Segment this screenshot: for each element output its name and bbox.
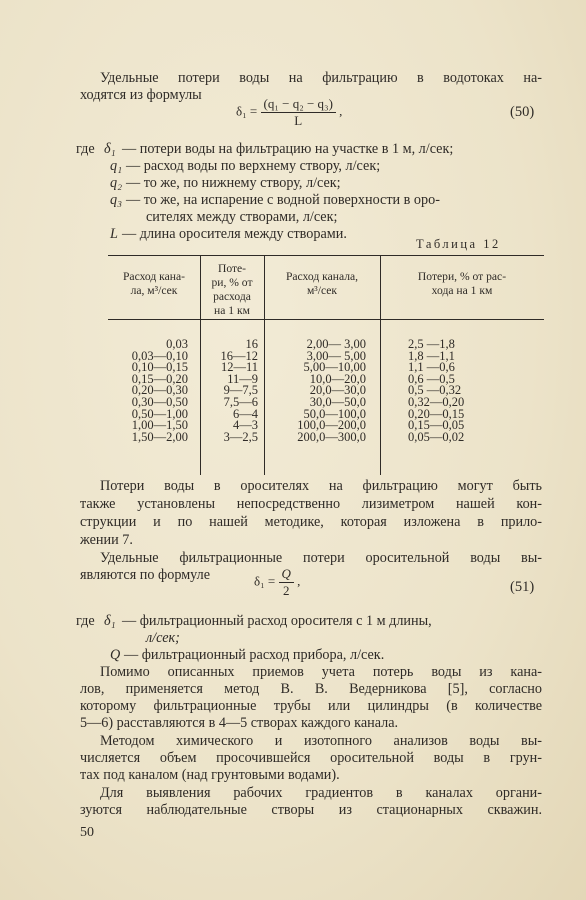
paragraph-4-line-3: которому фильтрационные трубы или цилиндры (в количестве [80,698,542,714]
table-cell: 20,0—30,0 [309,383,366,398]
table-cell: 30,0—50,0 [309,394,366,409]
where2-sym-2: Q [110,647,121,663]
paragraph-1-line-2: ходятся из формулы [80,87,202,103]
table-cell: 50,0—100,0 [303,406,366,421]
header-line: хода на 1 км [431,284,493,297]
formula-51-fraction [279,566,294,599]
table-cell: 0,05—0,02 [408,429,465,444]
paragraph-5-line-2: числяется объем просочившейся оросительной воды в грун- [80,750,542,766]
where1-sym-0: δ₁ [104,141,116,157]
paragraph-1-line-1: Удельные потери воды на фильтрацию в водотоках на- [100,70,542,86]
table-cell: 0,6 —0,5 [408,371,455,386]
paragraph-6-line-2: зуются наблюдательные створы из стационарных скважин. [80,802,542,818]
table-cell: 10,0—20,0 [309,371,366,386]
table-cell: 0,15—0,05 [408,418,465,433]
table-cell: 0,5 —0,32 [408,383,462,398]
paragraph-2-line-4: жении 7. [80,532,133,548]
header-line: на 1 км [214,304,250,317]
header-line: Потери, % от рас- [417,270,507,283]
table-header-rule [108,319,544,320]
formula-50-lhs: δ₁ = [236,103,258,119]
where2-sym-0: δ₁ [104,613,116,629]
formula-50-numerator: (q₁ − q₂ − q₃) [261,96,336,113]
table-header-col1 [108,270,200,298]
equation-number-50: (50) [510,104,535,120]
table-cell: 0,20—0,15 [408,406,465,421]
table-cell: 2,00— 3,00 [306,337,366,351]
header-line: ри, % от [211,276,253,289]
where1-sym-3: q₃ [110,192,123,208]
header-line: Поте- [217,262,247,275]
table-header-col4 [380,270,544,298]
table-cell: 11—9 [227,371,258,386]
where1-def-4: сителях между створами, л/сек; [146,209,338,225]
table-header-col2 [200,262,264,318]
table-cell: 7,5—6 [223,394,258,409]
equation-number-51: (51) [510,579,535,595]
table-cell: 3,00— 5,00 [306,348,366,363]
header-line: расхода [213,290,251,303]
formula-51-numerator: Q [279,566,294,583]
formula-51 [254,566,300,599]
formula-50-fraction [261,96,336,129]
where1-sym-5: L [110,226,118,242]
where1-def-5: — длина оросителя между створами. [122,226,347,242]
table-cell: 0,30—0,50 [131,394,188,409]
header-line: м³/сек [306,284,338,297]
formula-50-tail: , [339,103,343,119]
data-table [108,255,544,475]
where2-def-2: — фильтрационный расход прибора, л/сек. [124,647,385,663]
table-cell: 1,50—2,00 [131,429,188,444]
header-line: Расход канала, [285,270,359,283]
table-column-2 [200,339,258,443]
paragraph-3-line-2: являются по формуле [80,567,211,583]
table-header-col3 [264,270,380,298]
table-cell: 0,32—0,20 [408,394,465,409]
table-cell: 2,5 —1,8 [408,337,455,351]
formula-51-tail: , [297,573,301,589]
paragraph-3-line-1: Удельные фильтрационные потери оросительной воды вы- [100,550,542,566]
where-lead-1: где [76,141,95,157]
table-cell: 16—12 [220,348,258,363]
table-cell: 1,00—1,50 [131,418,188,433]
table-cell: 1,8 —1,1 [408,348,455,363]
where2-def-0: — фильтрационный расход оросителя с 1 м длины, [122,613,432,629]
table-cell: 6—4 [233,406,258,421]
where2-def-1: л/сек; [146,630,180,646]
page-number: 50 [80,825,94,840]
where1-sym-2: q₂ [110,175,123,191]
table-caption: Таблица 12 [416,237,501,251]
paragraph-4-line-1: Помимо описанных приемов учета потерь воды из кана- [100,664,542,680]
where1-def-2: — то же, по нижнему створу, л/сек; [126,175,341,191]
where-lead-2: где [76,613,95,629]
formula-50-denominator: L [294,113,303,128]
where1-sym-1: q₁ [110,158,123,174]
where1-def-1: — расход воды по верхнему створу, л/сек; [126,158,381,174]
table-cell: 0,03—0,10 [131,348,188,363]
formula-51-lhs: δ₁ = [254,573,276,589]
formula-51-denominator: 2 [282,583,290,598]
header-line: ла, м³/сек [130,284,178,297]
where1-def-3: — то же, на испарение с водной поверхности в оро- [126,192,440,208]
table-cell: 4—3 [233,418,258,433]
paragraph-6-line-1: Для выявления рабочих градиентов в каналах органи- [100,785,542,801]
table-cell: 0,50—1,00 [131,406,188,421]
table-cell: 12—11 [220,360,258,375]
table-column-1 [108,339,188,443]
table-cell: 200,0—300,0 [297,429,366,444]
header-line: Расход кана- [122,270,186,283]
table-cell: 0,20—0,30 [131,383,188,398]
table-cell: 9—7,5 [223,383,258,398]
table-column-4 [380,339,496,443]
paragraph-5-line-3: тах под каналом (над грунтовыми водами). [80,767,340,783]
paragraph-5-line-1: Методом химического и изотопного анализов воды вы- [100,733,542,749]
table-cell: 5,00—10,00 [303,360,366,375]
paragraph-2-line-2: также установлены непосредственно лизиметром нашей кон- [80,496,542,512]
table-cell: 0,03 [166,337,188,351]
table-cell: 3—2,5 [223,429,258,444]
table-cell: 16 [245,337,258,351]
table-cell: 0,15—0,20 [131,371,188,386]
paragraph-4-line-2: лов, применяется метод В. В. Ведерникова [5], согласно [80,681,542,697]
paragraph-2-line-3: струкции и по нашей методике, которая изложена в прило- [80,514,542,530]
table-cell: 1,1 —0,6 [408,360,455,375]
table-cell: 0,10—0,15 [131,360,188,375]
table-cell: 100,0—200,0 [297,418,366,433]
paragraph-2-line-1: Потери воды в оросителях на фильтрацию могут быть [100,478,542,494]
paragraph-4-line-4: 5—6) расставляются в 4—5 створах каждого канала. [80,715,399,731]
table-column-3 [268,339,366,443]
formula-50 [236,96,342,129]
where1-def-0: — потери воды на фильтрацию на участке в 1 м, л/сек; [122,141,454,157]
